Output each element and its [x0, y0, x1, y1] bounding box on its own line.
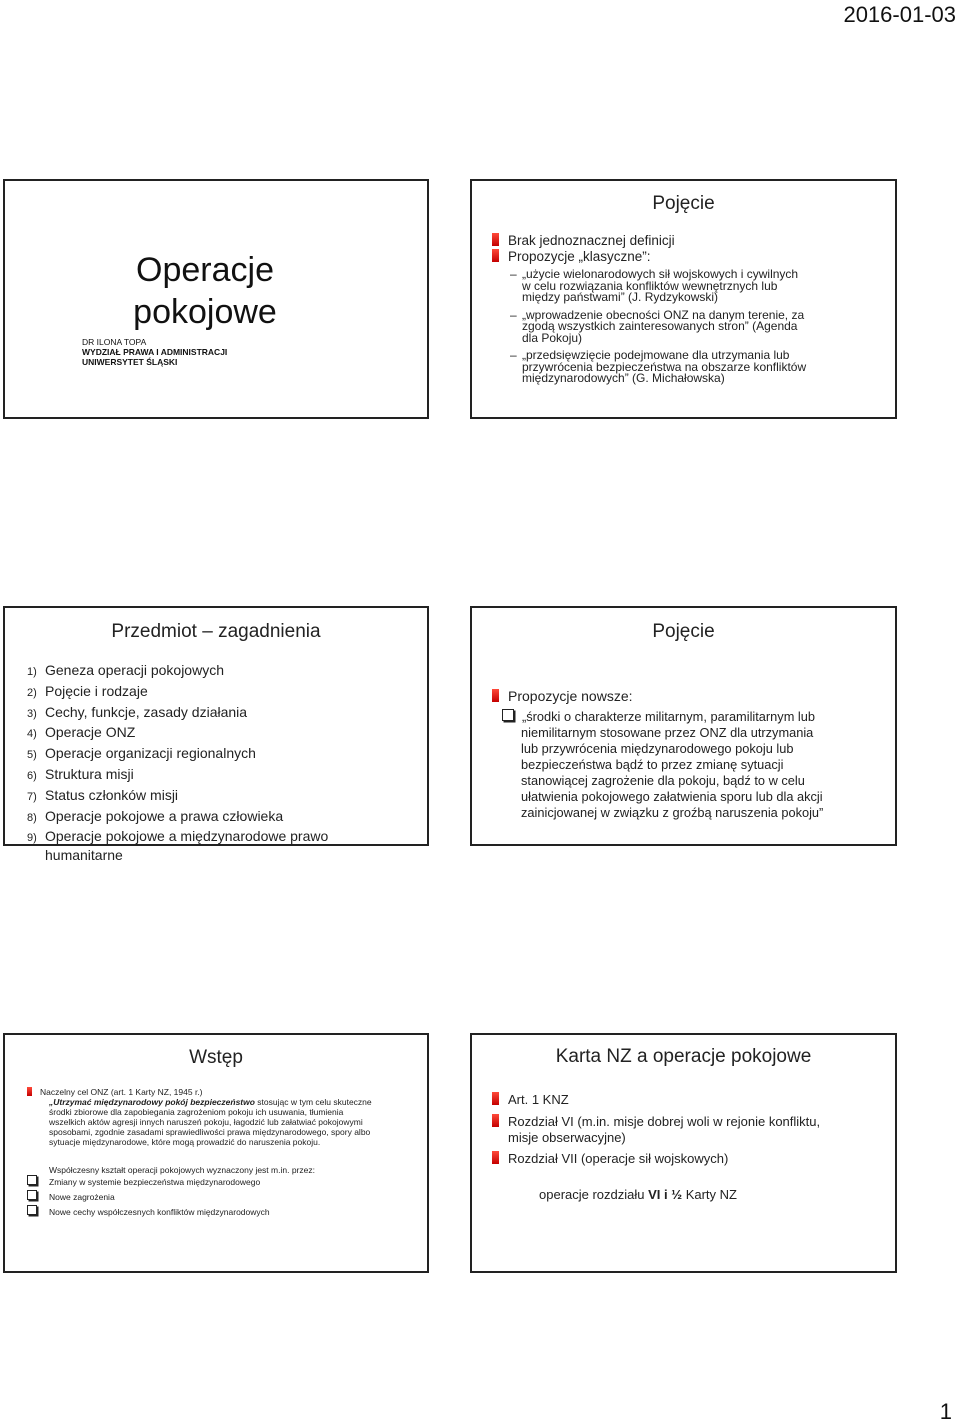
- bullet-item: Art. 1 KNZ: [492, 1092, 820, 1109]
- list-item: Nowe zagrożenia: [27, 1190, 427, 1202]
- sub-item: – „przedsięwzięcie podejmowane dla utrzymania lub przywrócenia bezpieczeństwa na obszarze konfliktów międzynarodowych” (G. Michałowska): [510, 348, 807, 385]
- sub-item: – „wprowadzenie obecności ONZ na danym terenie, za zgodą wszystkich zainteresowanych stron” (Agenda dla Pokoju): [510, 307, 805, 345]
- dash-icon: –: [510, 307, 517, 322]
- bullet-item: Rozdział VI (m.in. misje dobrej woli w rejonie konfliktu,: [492, 1114, 820, 1131]
- checkbox-bullet-icon: [502, 709, 514, 721]
- bullet-icon: [492, 1151, 499, 1164]
- list-item: 3) Cechy, funkcje, zasady działania: [27, 703, 248, 720]
- slide-topics: [3, 606, 429, 864]
- slide-main-title: Operacje pokojowe: [133, 251, 277, 331]
- slide-title: Przedmiot – zagadnienia: [111, 621, 321, 642]
- slide-concept-classic: [470, 179, 897, 419]
- bullet-item: Propozycje „klasyczne”:: [492, 249, 675, 265]
- bullet-item: Rozdział VII (operacje sił wojskowych): [492, 1151, 820, 1168]
- slide-title: Pojęcie: [652, 193, 715, 214]
- topics-list: [27, 661, 427, 862]
- list-item-continuation: humanitarne: [45, 847, 123, 864]
- page-number: 1: [939, 1399, 952, 1424]
- modern-shape-text: Współczesny kształt operacji pokojowych wyznaczony jest m.in. przez:: [49, 1165, 315, 1175]
- slide-author-block: [82, 337, 227, 367]
- bullet-icon: [492, 1114, 499, 1127]
- definition-quote: „środki o charakterze militarnym, paramilitarnym lub niemilitarnym stosowane przez ONZ dla utrzymania lub przywrócenia międzynarodowego pokoju lub bezpieczeństwa bądź to przez zmianę sytuacji stanowiącej zagrożenie dla pokoju, bądź to w celu ułatwienia pokojowego załatwienia sporu lub dla akcji zainicjowanej w związku z groźbą naruszenia pokoju”: [502, 709, 823, 821]
- bullet-icon: [492, 689, 499, 702]
- bullet-icon: [492, 1092, 499, 1105]
- charter-quote: „Utrzymać międzynarodowy pokój bezpieczeństwo stosując w tym celu skuteczne środki zbiorowe dla zapobiegania zagrożeniom pokoju ich usuwania, tłumienia wszelkich aktów agresji innych naruszeń pokoju, łagodzić lub załatwiać pokojowymi sposobami, zgodnie zasadami sprawiedliwości prawa międzynarodowego, spory albo sytuacje międzynarodowe, które mogą prowadzić do naruszenia pokoju.: [49, 1097, 372, 1147]
- checkbox-bullet-icon: [27, 1205, 37, 1215]
- slide-title: Pojęcie: [652, 621, 715, 642]
- list-item: Nowe cechy współczesnych konfliktów międzynarodowych: [27, 1205, 427, 1217]
- bullet-item: Propozycje nowsze:: [492, 688, 633, 704]
- slide-concept-new: [470, 606, 897, 846]
- checkbox-bullet-icon: [27, 1190, 37, 1200]
- list-item: 5) Operacje organizacji regionalnych: [27, 745, 256, 762]
- list-item: 9) Operacje pokojowe a międzynarodowe prawo: [27, 828, 329, 845]
- bullet-icon: [492, 249, 499, 262]
- bullet-item: Brak jednoznacznej definicji: [492, 233, 675, 249]
- checkbox-bullet-icon: [27, 1175, 37, 1185]
- sub-item: – „użycie wielonarodowych sił wojskowych i cywilnych w celu rozwiązania konfliktów wewnętrznych lub między państwami” (J. Rydzykowski): [510, 267, 799, 304]
- list-item: 1) Geneza operacji pokojowych: [27, 662, 224, 678]
- bullet-item: Naczelny cel ONZ (art. 1 Karty NZ, 1945 r.): [27, 1087, 427, 1097]
- slide-un-charter: Karta NZ a operacje pokojowe Art. 1 KNZ Rozdział VI (m.in. misje dobrej woli w rejonie konfliktu, misje obserwacyjne) Rozdział VII (operacje sił wojskowych) operacje rozdziału VI i ½ Karty NZ: [470, 1033, 897, 1273]
- list-item: 6) Struktura misji: [27, 765, 134, 782]
- list-item: 7) Status członków misji: [27, 786, 179, 803]
- faculty-name: WYDZIAŁ PRAWA I ADMINISTRACJI: [82, 347, 228, 357]
- page-date: 2016-01-03: [843, 2, 956, 27]
- chapter-note: operacje rozdziału VI i ½ Karty NZ: [539, 1187, 737, 1202]
- author-name: DR ILONA TOPA: [82, 337, 147, 347]
- dash-icon: –: [510, 348, 517, 362]
- bullet-icon: [27, 1087, 32, 1096]
- university-name: UNIWERSYTET ŚLĄSKI: [82, 357, 178, 367]
- bullet-icon: [492, 233, 499, 246]
- slide-title: Karta NZ a operacje pokojowe: [555, 1046, 812, 1067]
- dash-icon: –: [510, 267, 517, 281]
- list-item: 8) Operacje pokojowe a prawa człowieka: [27, 807, 284, 824]
- slide-introduction: [3, 1033, 429, 1273]
- list-item: 2) Pojęcie i rodzaje: [27, 682, 148, 699]
- list-item: 4) Operacje ONZ: [27, 724, 136, 741]
- slide-title: Wstęp: [189, 1047, 243, 1068]
- list-item: Zmiany w systemie bezpieczeństwa międzynarodowego: [27, 1175, 427, 1187]
- slide-title: [3, 179, 429, 419]
